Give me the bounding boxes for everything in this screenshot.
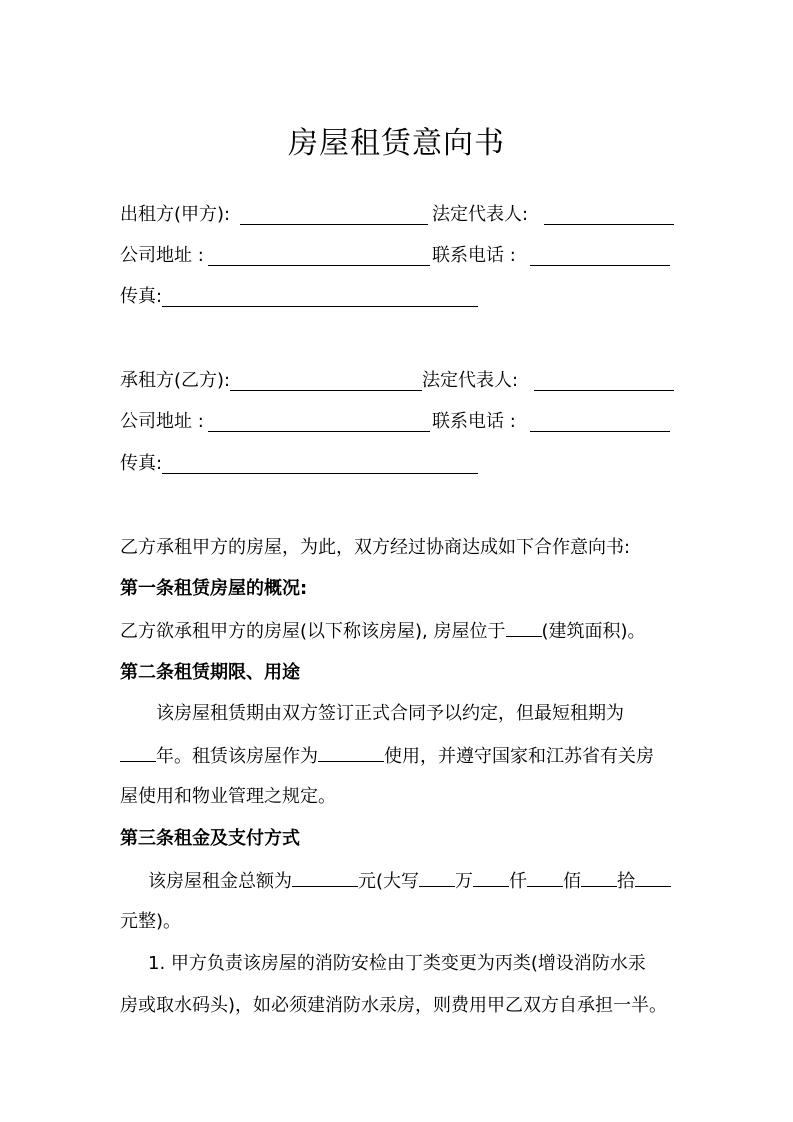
rent-total-blank[interactable] — [292, 868, 358, 887]
party-a-label: 出租方(甲方): — [120, 204, 231, 225]
yuan-blank[interactable] — [635, 868, 671, 887]
party-a-fax-label: 传真: — [120, 286, 163, 307]
usage-blank[interactable] — [318, 743, 384, 762]
term-years-blank[interactable] — [120, 743, 156, 762]
wan-blank[interactable] — [419, 868, 455, 887]
party-b-phone-label: 联系电话 : — [432, 411, 516, 432]
article-2-line-2 — [120, 743, 676, 770]
party-b-rep-label: 法定代表人: — [422, 370, 519, 391]
document-title: 房屋租赁意向书 — [288, 126, 505, 161]
location-blank[interactable] — [506, 618, 542, 637]
article-3-shi: 拾 — [617, 871, 636, 892]
party-b-address-field[interactable] — [208, 431, 430, 432]
article-2-line-2-a: 年。租赁该房屋作为 — [156, 746, 318, 767]
party-a-phone-field[interactable] — [530, 265, 670, 266]
article-1-text-b: (建筑面积)。 — [541, 621, 646, 642]
party-a-rep-field[interactable] — [544, 224, 674, 225]
article-1-text — [120, 618, 676, 645]
article-1-text-a: 乙方欲承租甲方的房屋(以下称该房屋), 房屋位于 — [120, 621, 506, 642]
party-a-address-label: 公司地址 : — [120, 245, 204, 266]
article-3-qian: 仟 — [509, 871, 528, 892]
shi-blank[interactable] — [581, 868, 617, 887]
article-3-line-1 — [148, 868, 704, 895]
party-a-phone-label: 联系电话 : — [432, 245, 516, 266]
party-b-name-field[interactable] — [230, 390, 422, 391]
party-a-name-field[interactable] — [240, 224, 428, 225]
article-2-line-3: 屋使用和物业管理之规定。 — [120, 786, 336, 807]
item-1-line-2: 房或取水码头)，如必须建消防水汞房，则费用甲乙双方自承担一半。 — [120, 995, 668, 1016]
party-b-label: 承租方(乙方): — [120, 370, 231, 391]
article-3-bai: 佰 — [563, 871, 582, 892]
party-a-rep-label: 法定代表人: — [432, 204, 529, 225]
intro-paragraph: 乙方承租甲方的房屋，为此，双方经过协商达成如下合作意向书: — [120, 537, 631, 558]
party-b-fax-field[interactable] — [162, 473, 478, 474]
party-b-phone-field[interactable] — [530, 431, 670, 432]
article-2-line-1: 该房屋租赁期由双方签订正式合同予以约定，但最短租期为 — [156, 703, 624, 724]
party-b-rep-field[interactable] — [534, 390, 674, 391]
bai-blank[interactable] — [527, 868, 563, 887]
item-1-line-1: 1. 甲方负责该房屋的消防安检由丁类变更为丙类(增设消防水汞 — [148, 953, 646, 974]
article-2-heading: 第二条租赁期限、用途 — [120, 662, 300, 683]
article-1-heading: 第一条租赁房屋的概况: — [120, 578, 308, 599]
article-3-heading: 第三条租金及支付方式 — [120, 828, 300, 849]
party-a-fax-field[interactable] — [162, 306, 478, 307]
article-3-line-1-b: 元(大写 — [358, 871, 420, 892]
party-b-fax-label: 传真: — [120, 453, 163, 474]
article-3-wan: 万 — [455, 871, 474, 892]
qian-blank[interactable] — [473, 868, 509, 887]
article-3-line-2: 元整)。 — [120, 911, 182, 932]
party-b-address-label: 公司地址 : — [120, 411, 204, 432]
party-a-address-field[interactable] — [208, 265, 430, 266]
article-2-line-2-b: 使用，并遵守国家和江苏省有关房 — [384, 746, 654, 767]
article-3-line-1-a: 该房屋租金总额为 — [148, 871, 292, 892]
